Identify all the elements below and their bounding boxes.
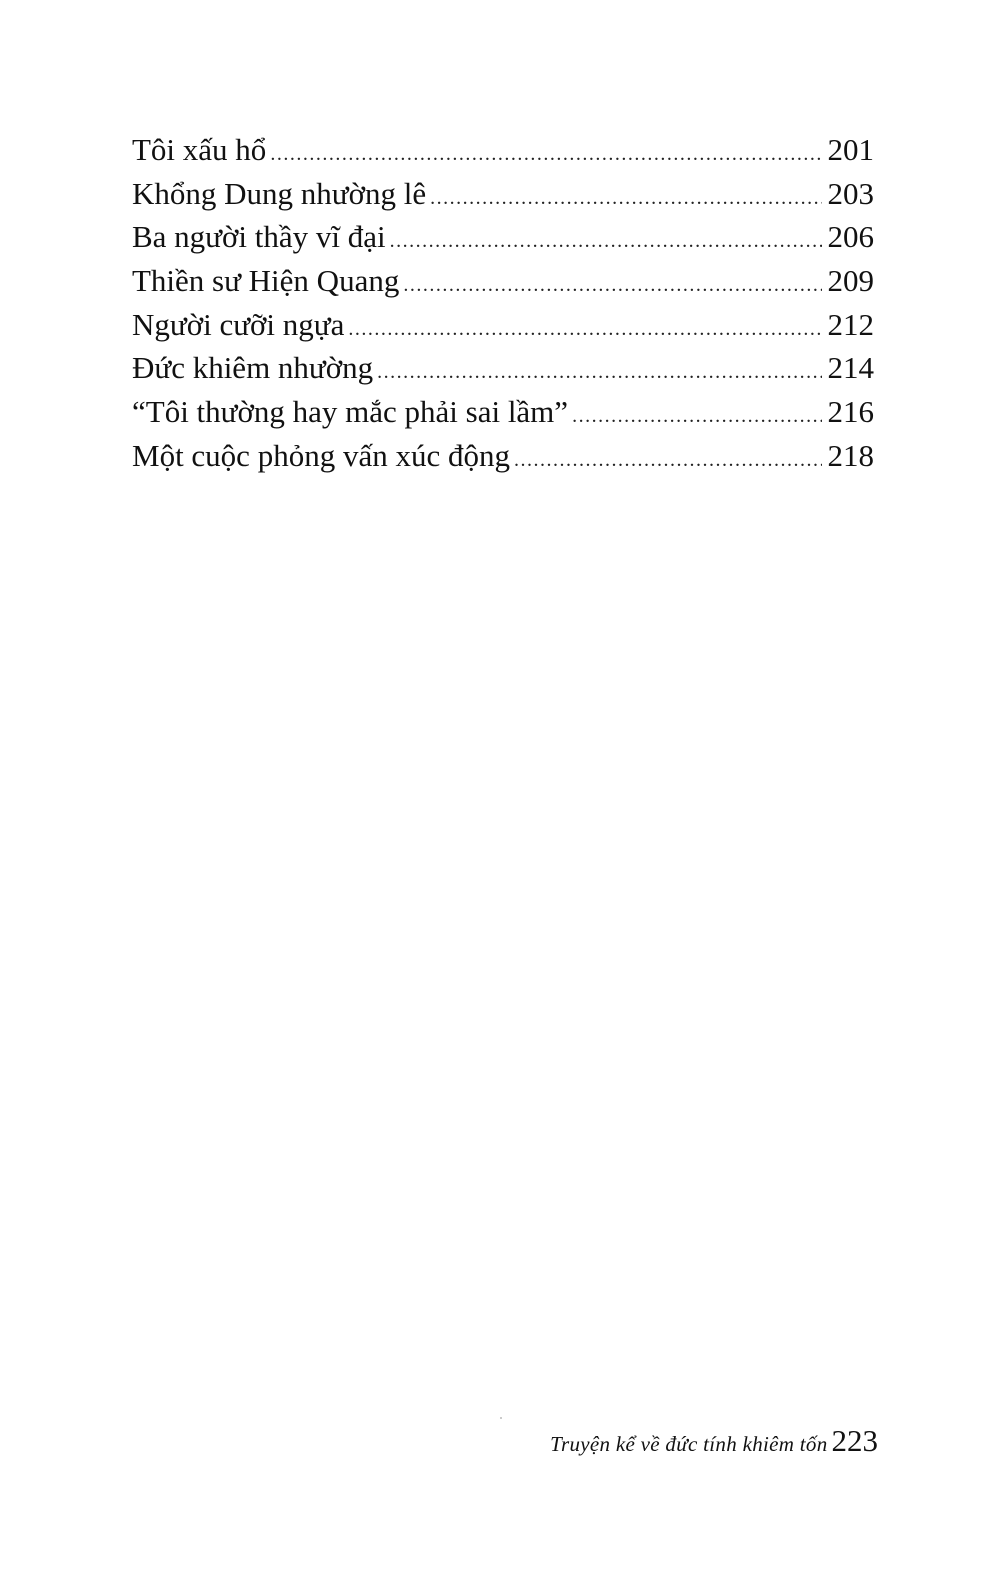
toc-entry-page: 201 — [827, 132, 874, 167]
dot-leader — [348, 308, 821, 352]
dot-leader — [270, 133, 821, 177]
toc-entry-title: Thiền sư Hiện Quang — [132, 263, 400, 299]
footer-book-title: Truyện kể về đức tính khiêm tốn — [550, 1432, 828, 1456]
toc-entry — [132, 215, 874, 259]
toc-entry — [132, 172, 874, 216]
toc-entry-page: 218 — [827, 437, 874, 473]
toc-entry — [132, 390, 874, 434]
toc-entry-title: Khổng Dung nhường lê — [132, 175, 427, 211]
toc-entry-title: Người cưỡi ngựa — [132, 306, 345, 342]
toc-entry-title: Ba người thầy vĩ đại — [132, 219, 386, 255]
dot-leader — [403, 264, 821, 308]
table-of-contents — [132, 128, 874, 478]
toc-entry-title: “Tôi thường hay mắc phải sai lầm” — [132, 394, 569, 430]
scan-speck — [500, 1417, 502, 1419]
dot-leader — [514, 439, 822, 483]
toc-entry-page: 214 — [827, 350, 874, 386]
footer-page-number: 223 — [831, 1423, 878, 1458]
toc-entry-page: 206 — [827, 219, 874, 255]
dot-leader — [430, 177, 821, 221]
toc-entry — [132, 128, 874, 172]
dot-leader — [390, 220, 822, 264]
dot-leader — [572, 395, 821, 439]
toc-entry-page: 212 — [827, 306, 874, 342]
toc-entry — [132, 303, 874, 347]
toc-entry-page: 203 — [827, 175, 874, 211]
dot-leader — [377, 351, 821, 395]
toc-entry-title: Đức khiêm nhường — [132, 350, 374, 386]
toc-entry-title: Tôi xấu hổ — [132, 132, 267, 167]
toc-entry-page: 216 — [827, 394, 874, 430]
toc-entry — [132, 346, 874, 390]
toc-entry — [132, 434, 874, 478]
toc-entry-page: 209 — [827, 263, 874, 299]
toc-entry-title: Một cuộc phỏng vấn xúc động — [132, 437, 510, 473]
toc-entry — [132, 259, 874, 303]
running-footer — [550, 1423, 878, 1459]
